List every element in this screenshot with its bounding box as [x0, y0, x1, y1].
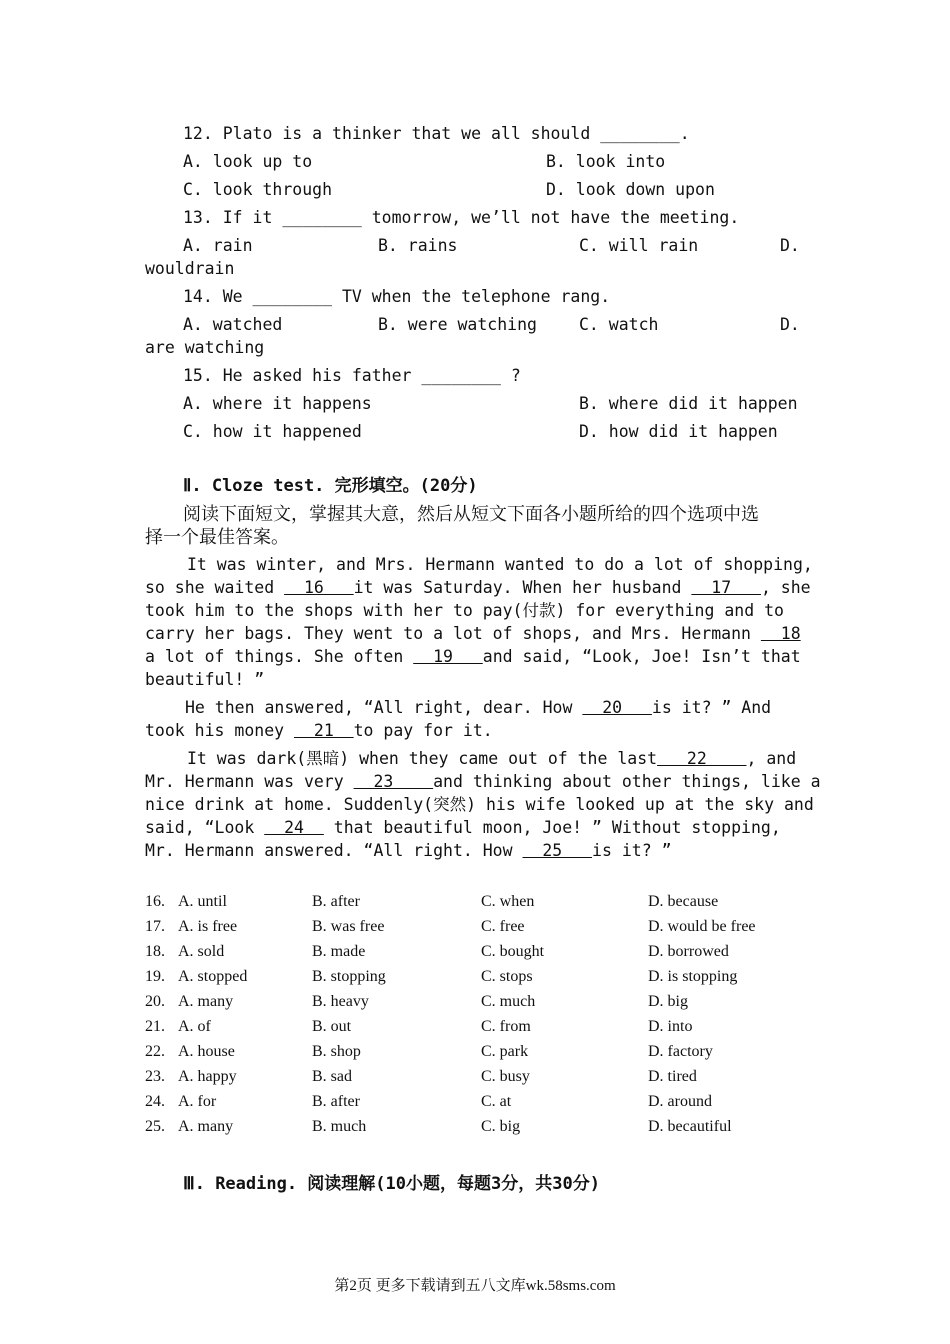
option-b: B. made: [312, 943, 366, 960]
option-a: A. sold: [178, 943, 225, 960]
option-c: C. at: [481, 1093, 512, 1110]
q14-stem: 14. We ________ TV when the telephone rang.: [183, 287, 611, 306]
q12-option-c: C. look through: [183, 180, 333, 199]
blank-19: 19: [413, 647, 483, 666]
q15-stem: 15. He asked his father ________ ?: [183, 366, 521, 385]
blank-21: 21: [294, 721, 354, 740]
option-c: C. much: [481, 993, 536, 1010]
option-d: D. tired: [648, 1068, 697, 1085]
option-c: C. when: [481, 893, 535, 910]
section-2-heading: Ⅱ. Cloze test. 完形填空。(20分): [183, 476, 478, 496]
option-a: A. many: [178, 993, 234, 1010]
option-number: 16.: [145, 893, 165, 910]
blank-17: 17: [691, 578, 761, 597]
q12-stem: 12. Plato is a thinker that we all should ________.: [183, 124, 690, 143]
passage-p2-line2: took his money 21 to pay for it.: [145, 721, 493, 740]
passage-p3-line1: It was dark(黑暗) when they came out of the last 22 , and: [187, 749, 797, 768]
option-number: 21.: [145, 1018, 165, 1035]
q12-option-a: A. look up to: [183, 152, 313, 171]
blank-22: 22: [657, 749, 747, 768]
q13-option-a: A. rain: [183, 236, 253, 255]
q15-option-c: C. how it happened: [183, 422, 362, 441]
option-c: C. busy: [481, 1068, 530, 1085]
blank-16: 16: [284, 578, 354, 597]
q14-option-a: A. watched: [183, 315, 283, 334]
option-d: D. around: [648, 1093, 712, 1110]
option-number: 17.: [145, 918, 165, 935]
section-3-heading: Ⅲ. Reading. 阅读理解(10小题，每题3分，共30分): [183, 1174, 600, 1194]
q12-option-b: B. look into: [546, 152, 666, 171]
passage-p1-line3: took him to the shops with her to pay(付款) for everything and to: [145, 601, 784, 620]
option-c: C. stops: [481, 968, 533, 985]
q14-option-b: B. were watching: [378, 315, 537, 334]
option-b: B. sad: [312, 1068, 352, 1085]
option-number: 22.: [145, 1043, 165, 1060]
q13-stem: 13. If it ________ tomorrow, we’ll not have the meeting.: [183, 208, 740, 227]
q13-option-d: D.: [780, 236, 800, 255]
option-c: C. from: [481, 1018, 531, 1035]
passage-p3-line4: said, “Look 24 that beautiful moon, Joe! ” Without stopping,: [145, 818, 781, 837]
passage-p3-line2: Mr. Hermann was very 23 and thinking about other things, like a: [145, 772, 821, 791]
option-d: D. into: [648, 1018, 693, 1035]
passage-p1-line1: It was winter, and Mrs. Hermann wanted to do a lot of shopping,: [187, 555, 813, 574]
option-b: B. much: [312, 1118, 367, 1135]
option-b: B. after: [312, 1093, 360, 1110]
passage-p1-line5: a lot of things. She often 19 and said, “Look, Joe! Isn’t that: [145, 647, 801, 666]
option-d: D. becautiful: [648, 1118, 732, 1135]
option-b: B. stopping: [312, 968, 386, 985]
q14-option-d-text: are watching: [145, 338, 265, 357]
option-d: D. would be free: [648, 918, 756, 935]
q13-option-b: B. rains: [378, 236, 458, 255]
q15-option-d: D. how did it happen: [579, 422, 778, 441]
q13-option-c: C. will rain: [579, 236, 699, 255]
option-d: D. big: [648, 993, 688, 1010]
option-a: A. is free: [178, 918, 238, 935]
q13-option-d-text: wouldrain: [145, 259, 235, 278]
option-c: C. free: [481, 918, 525, 935]
option-a: A. until: [178, 893, 227, 910]
option-number: 24.: [145, 1093, 165, 1110]
option-d: D. factory: [648, 1043, 713, 1060]
option-a: A. for: [178, 1093, 217, 1110]
option-d: D. is stopping: [648, 968, 738, 985]
passage-p3-line5: Mr. Hermann answered. “All right. How 25 is it? ”: [145, 841, 672, 860]
option-c: C. big: [481, 1118, 521, 1135]
option-d: D. because: [648, 893, 719, 910]
passage-p2-line1: He then answered, “All right, dear. How 20 is it? ” And: [185, 698, 772, 717]
option-c: C. bought: [481, 943, 545, 960]
option-a: A. many: [178, 1118, 234, 1135]
instruction-line-1: 阅读下面短文，掌握其大意，然后从短文下面各小题所给的四个选项中选: [183, 504, 759, 524]
option-b: B. shop: [312, 1043, 361, 1060]
q12-option-d: D. look down upon: [546, 180, 715, 199]
option-b: B. out: [312, 1018, 352, 1035]
blank-24: 24: [264, 818, 324, 837]
option-number: 19.: [145, 968, 165, 985]
blank-20: 20: [582, 698, 652, 717]
passage-p1-line6: beautiful! ”: [145, 670, 265, 689]
option-c: C. park: [481, 1043, 529, 1060]
page-footer: 第2页 更多下载请到五八文库wk.58sms.com: [334, 1278, 616, 1294]
option-number: 18.: [145, 943, 165, 960]
passage-p1-line4: carry her bags. They went to a lot of shops, and Mrs. Hermann 18: [145, 624, 801, 643]
blank-18: 18: [760, 624, 801, 643]
option-number: 23.: [145, 1068, 165, 1085]
option-b: B. was free: [312, 918, 385, 935]
option-a: A. happy: [178, 1068, 237, 1085]
blank-23: 23: [353, 772, 434, 791]
passage-p1-line2: so she waited 16 it was Saturday. When her husband 17 , she: [145, 578, 811, 597]
q14-option-d: D.: [780, 315, 800, 334]
option-d: D. borrowed: [648, 943, 729, 960]
option-number: 20.: [145, 993, 165, 1010]
option-a: A. house: [178, 1043, 235, 1060]
option-number: 25.: [145, 1118, 165, 1135]
option-b: B. after: [312, 893, 360, 910]
option-a: A. of: [178, 1018, 211, 1035]
q14-option-c: C. watch: [579, 315, 659, 334]
instruction-line-2: 择一个最佳答案。: [145, 527, 289, 547]
blank-25: 25: [522, 841, 593, 860]
option-a: A. stopped: [178, 968, 248, 985]
option-b: B. heavy: [312, 993, 369, 1010]
passage-p3-line3: nice drink at home. Suddenly(突然) his wife looked up at the sky and: [145, 795, 814, 814]
q15-option-b: B. where did it happen: [579, 394, 798, 413]
q15-option-a: A. where it happens: [183, 394, 372, 413]
